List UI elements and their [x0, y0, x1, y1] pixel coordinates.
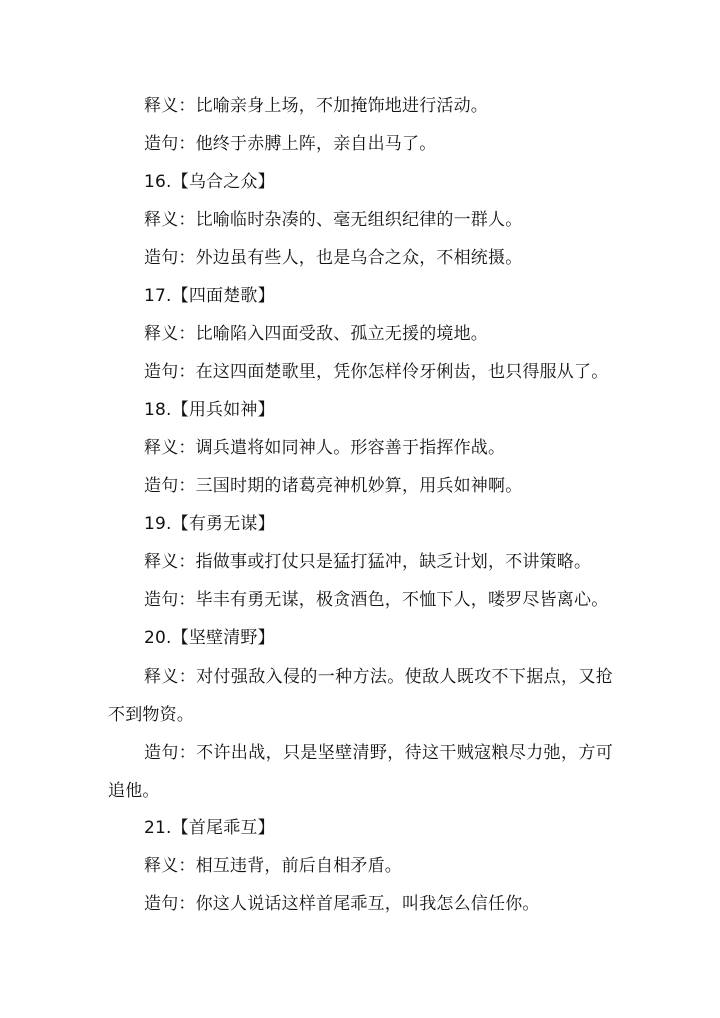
idiom-heading-21: 21.【首尾乖互】 — [144, 818, 275, 838]
example-sentence-line: 造句：在这四面楚歌里，凭你怎样伶牙俐齿，也只得服从了。 — [144, 362, 609, 382]
definition-line: 释义：指做事或打仗只是猛打猛冲，缺乏计划，不讲策略。 — [144, 552, 592, 572]
example-sentence-line: 造句：三国时期的诸葛亮神机妙算，用兵如神啊。 — [144, 476, 523, 496]
definition-line: 释义：比喻亲身上场，不加掩饰地进行活动。 — [144, 96, 488, 116]
idiom-heading-19: 19.【有勇无谋】 — [144, 514, 275, 534]
definition-line: 释义：相互违背，前后自相矛盾。 — [144, 856, 402, 876]
example-sentence-line: 造句：你这人说话这样首尾乖互，叫我怎么信任你。 — [144, 894, 540, 914]
definition-line: 释义：调兵遣将如同神人。形容善于指挥作战。 — [144, 438, 506, 458]
definition-line: 释义：比喻陷入四面受敌、孤立无援的境地。 — [144, 324, 488, 344]
example-sentence-line: 造句：他终于赤膊上阵，亲自出马了。 — [144, 134, 437, 154]
example-sentence-paragraph: 造句：不许出战，只是坚壁清野，待这干贼寇粮尽力弛，方可追他。 — [108, 743, 613, 801]
idiom-heading-17: 17.【四面楚歌】 — [144, 286, 275, 306]
idiom-heading-18: 18.【用兵如神】 — [144, 400, 275, 420]
example-sentence-line: 造句：外边虽有些人，也是乌合之众，不相统摄。 — [144, 248, 523, 268]
example-sentence-line: 造句：毕丰有勇无谋，极贪酒色，不恤下人，喽罗尽皆离心。 — [144, 590, 609, 610]
idiom-heading-20: 20.【坚壁清野】 — [144, 628, 275, 648]
idiom-heading-16: 16.【乌合之众】 — [144, 172, 275, 192]
definition-paragraph: 释义：对付强敌入侵的一种方法。使敌人既攻不下据点，又抢不到物资。 — [108, 667, 613, 725]
definition-line: 释义：比喻临时杂凑的、毫无组织纪律的一群人。 — [144, 210, 523, 230]
